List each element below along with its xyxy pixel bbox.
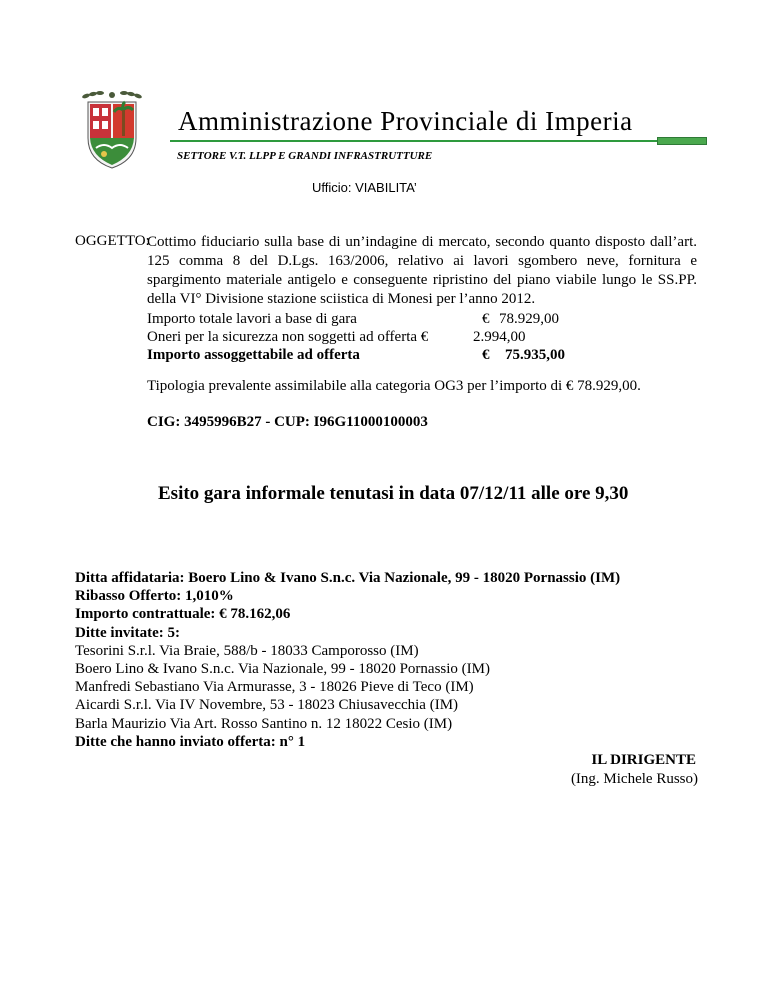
invited-company: Barla Maurizio Via Art. Rosso Santino n. 12 18022 Cesio (IM): [75, 715, 453, 732]
office-label: Ufficio: VIABILITA’: [312, 180, 417, 195]
amount-value: 75.935,00: [505, 347, 565, 363]
amount-row: [147, 346, 607, 364]
organization-title: Amministrazione Provinciale di Imperia: [178, 106, 633, 136]
crest-icon: [78, 90, 146, 170]
amount-row: [147, 310, 607, 328]
amount-currency: €: [482, 311, 490, 327]
result-block: [75, 569, 620, 751]
amount-currency: €: [482, 347, 490, 363]
ribasso-label: Ribasso Offerto: [75, 588, 177, 605]
amount-label: Importo totale lavori a base di gara: [147, 311, 357, 327]
ditta-affidataria: Ditta affidataria: Boero Lino & Ivano S.n.c. Via Nazionale, 99 - 18020 Pornassio (IM): [75, 570, 621, 586]
oggetto-label: OGGETTO:: [75, 233, 150, 249]
offerte-count: Ditte che hanno inviato offerta: n° 1: [75, 733, 306, 750]
signature-block: [540, 751, 698, 789]
amount-row: [147, 328, 607, 346]
invited-company: Manfredi Sebastiano Via Armurasse, 3 - 18026 Pieve di Teco (IM): [75, 679, 474, 696]
sector-subtitle: SETTORE V.T. LLPP E GRANDI INFRASTRUTTURE: [177, 150, 433, 162]
signature-name: (Ing. Michele Russo): [570, 771, 698, 787]
invited-company: Aicardi S.r.l. Via IV Novembre, 53 - 18023 Chiusavecchia (IM): [75, 697, 459, 714]
province-crest-logo: [78, 90, 146, 170]
oggetto-text: Cottimo fiduciario sulla base di un’indagine di mercato, secondo quanto disposto dall’art. 125 comma 8 del D.Lgs. 163/2006, relativo ai lavori sgombero neve, fornitura e spargimento materiale antigelo e conseguente ripristino del piano viabile lungo le SS.PP. della VI° Divisione stazione sciistica di Monesi per l’anno 2012.: [147, 234, 697, 307]
invited-company: Tesorini S.r.l. Via Braie, 588/b - 18033 Camporosso (IM): [75, 642, 419, 659]
amount-value: 78.929,00: [499, 311, 559, 327]
esito-heading: Esito gara informale tenutasi in data 07/12/11 alle ore 9,30: [158, 483, 629, 504]
signature-title: IL DIRIGENTE: [591, 752, 696, 768]
ditte-invitate-label: Ditte invitate: 5:: [75, 624, 180, 641]
cig-cup-code: CIG: 3495996B27 - CUP: I96G11000100003: [147, 414, 428, 430]
tipologia-text: Tipologia prevalente assimilabile alla categoria OG3 per l’importo di € 78.929,00.: [147, 378, 641, 394]
amount-label: Oneri per la sicurezza non soggetti ad offerta €: [147, 329, 429, 345]
invited-company: Boero Lino & Ivano S.n.c. Via Nazionale, 99 - 18020 Pornassio (IM): [75, 661, 490, 678]
amounts-table: [147, 310, 607, 364]
importo-contrattuale: Importo contrattuale: € 78.162,06: [75, 606, 291, 623]
amount-value: 2.994,00: [473, 329, 526, 345]
ribasso-line: [75, 587, 620, 605]
amount-label: Importo assoggettabile ad offerta: [147, 347, 360, 363]
ribasso-value: : 1,010%: [176, 588, 234, 605]
header-accent-block: [657, 137, 707, 145]
header-divider: [170, 140, 658, 142]
